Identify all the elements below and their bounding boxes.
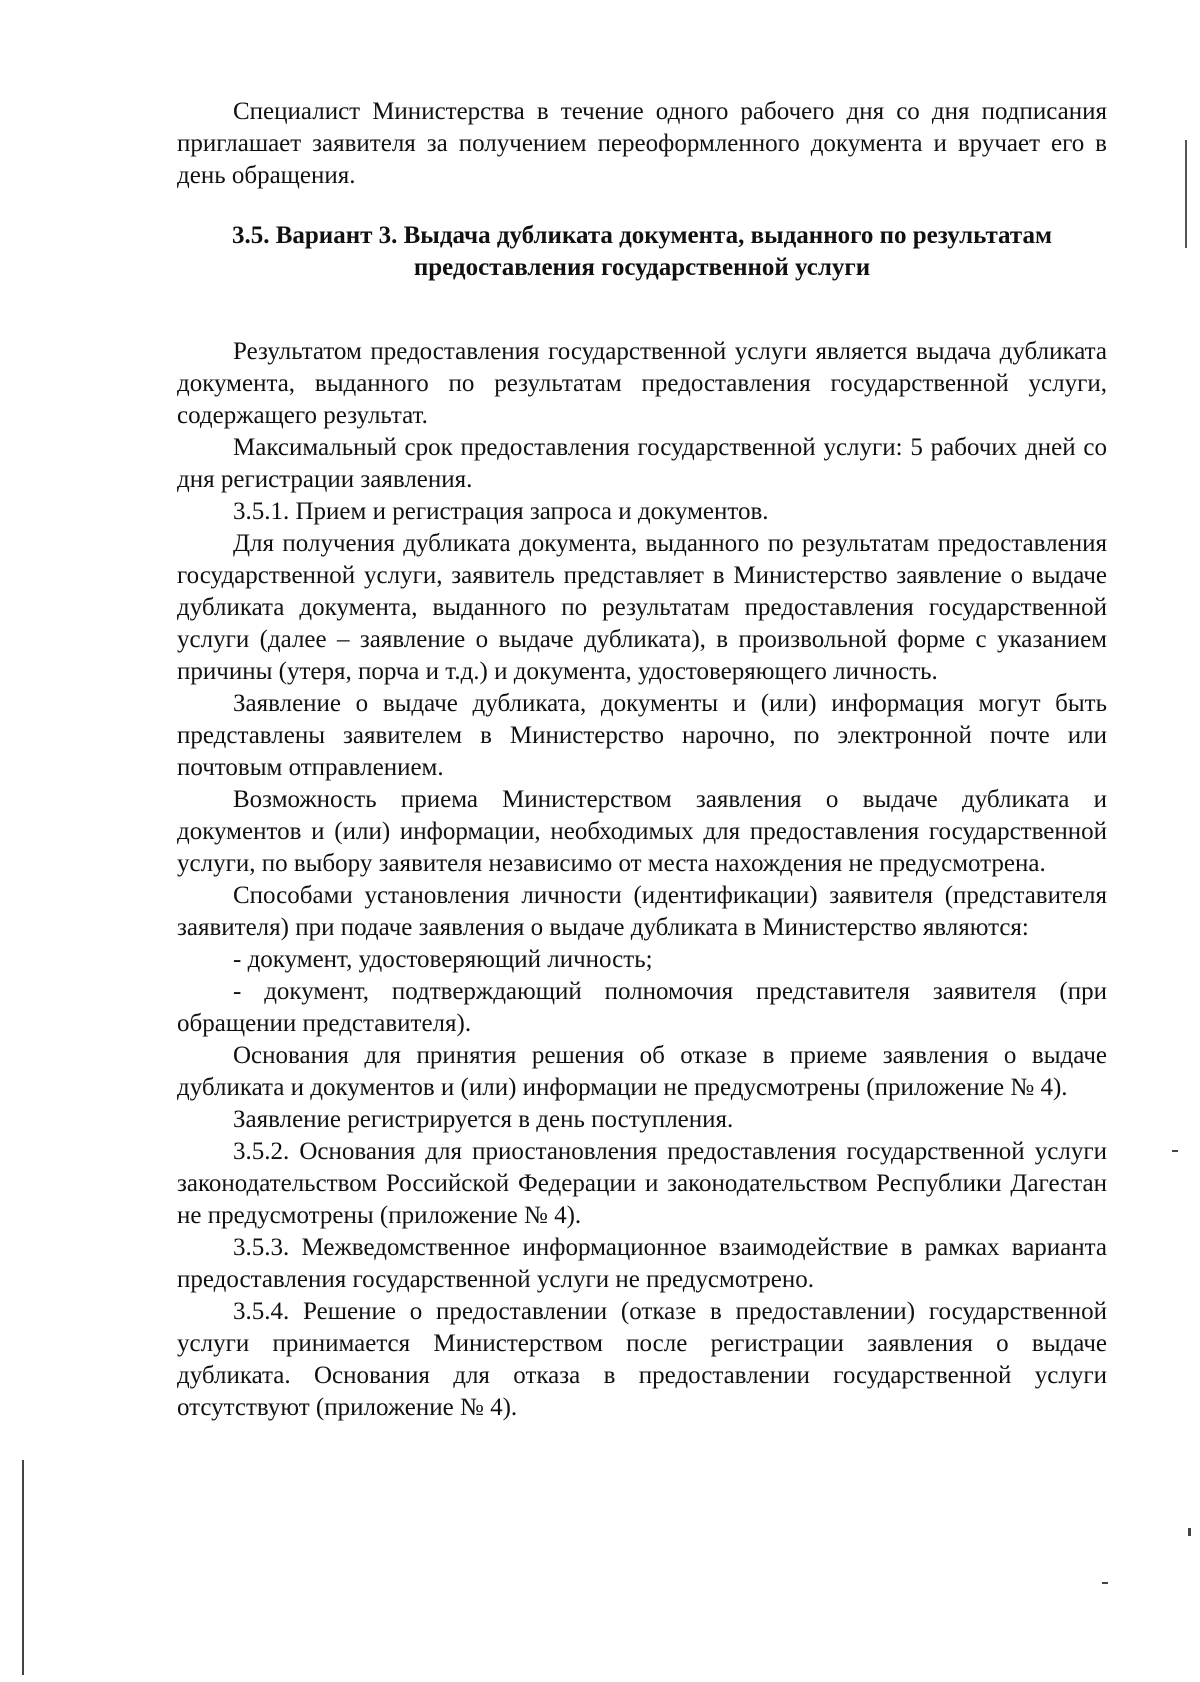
paragraph-3-5-1: 3.5.1. Прием и регистрация запроса и документов. (233, 498, 769, 525)
scan-speck (1172, 1150, 1178, 1152)
list-item-authority-document: - документ, подтверждающий полномочия представителя заявителя (при обращении представителя). (177, 978, 1107, 1037)
paragraph-identification: Способами установления личности (идентификации) заявителя (представителя заявителя) при подаче заявления о выдаче дубликата в Министерство являются: (177, 882, 1107, 941)
section-heading (177, 220, 1107, 284)
list-item-identity-document: - документ, удостоверяющий личность; (233, 946, 653, 973)
document-page (177, 96, 1107, 1424)
section-heading-line-1: 3.5. Вариант 3. Выдача дубликата документа, выданного по результатам (231, 222, 1053, 249)
paragraph-duplicate-request: Для получения дубликата документа, выданного по результатам предоставления государственной услуги, заявитель представляет в Министерство заявление о выдаче дубликата документа, выданного по результатам предоставления государственной услуги (далее – заявление о выдаче дубликата), в произвольной форме с указанием причины (утеря, порча и т.д.) и документа, удостоверяющего личность. (177, 530, 1107, 685)
paragraph-submission-methods: Заявление о выдаче дубликата, документы и (или) информация могут быть представлены заявителем в Министерство нарочно, по электронной почте или почтовым отправлением. (177, 690, 1107, 781)
scan-edge-line-right (1185, 140, 1187, 248)
paragraph-result: Результатом предоставления государственной услуги является выдача дубликата документа, выданного по результатам предоставления государственной услуги, содержащего результат. (177, 338, 1107, 429)
paragraph-3-5-3: 3.5.3. Межведомственное информационное взаимодействие в рамках варианта предоставления государственной услуги не предусмотрено. (177, 1234, 1107, 1293)
section-heading-line-2: предоставления государственной услуги (413, 254, 871, 281)
spacer (177, 308, 1107, 336)
paragraph-3-5-2: 3.5.2. Основания для приостановления предоставления государственной услуги законодательством Российской Федерации и законодательством Республики Дагестан не предусмотрены (приложение № 4). (177, 1138, 1107, 1229)
paragraph-extraterritorial: Возможность приема Министерством заявления о выдаче дубликата и документов и (или) информации, необходимых для предоставления государственной услуги, по выбору заявителя независимо от места нахождения не предусмотрена. (177, 786, 1107, 877)
paragraph-registration: Заявление регистрируется в день поступления. (233, 1106, 734, 1133)
scan-speck (1188, 1528, 1191, 1536)
scan-speck (1102, 1582, 1108, 1584)
paragraph-max-term: Максимальный срок предоставления государственной услуги: 5 рабочих дней со дня регистрации заявления. (177, 434, 1107, 493)
intro-paragraph: Специалист Министерства в течение одного рабочего дня со дня подписания приглашает заявителя за получением переоформленного документа и вручает его в день обращения. (177, 98, 1107, 189)
paragraph-refusal-grounds: Основания для принятия решения об отказе в приеме заявления о выдаче дубликата и документов и (или) информации не предусмотрены (приложение № 4). (177, 1042, 1107, 1101)
paragraph-3-5-4: 3.5.4. Решение о предоставлении (отказе в предоставлении) государственной услуги принимается Министерством после регистрации заявления о выдаче дубликата. Основания для отказа в предоставлении государственной услуги отсутствуют (приложение № 4). (177, 1298, 1107, 1421)
scan-edge-line-left (22, 1460, 24, 1675)
